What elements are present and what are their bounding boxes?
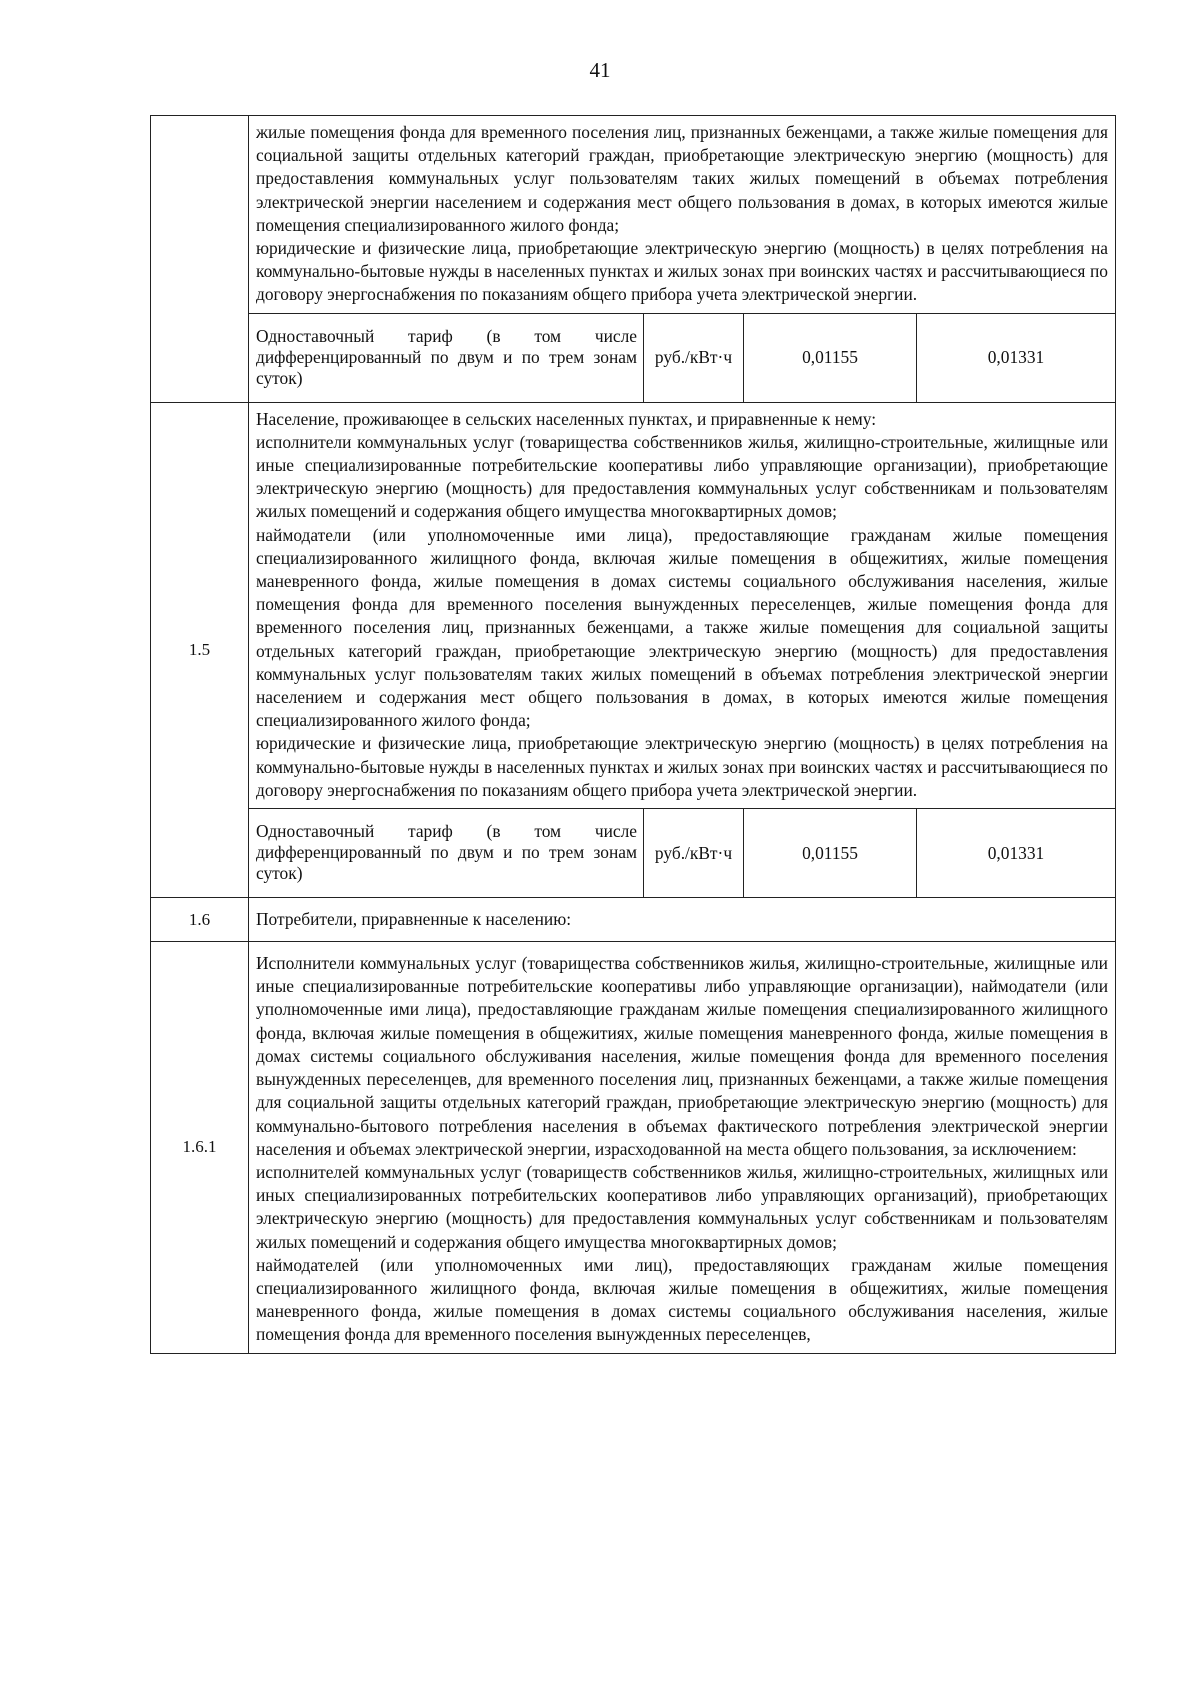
page-number: 41 bbox=[589, 58, 611, 82]
paragraph: юридические и физические лица, приобретающие электрическую энергию (мощность) в целях потребления на коммунально-бытовые нужды в населенных пунктах и жилых зонах при воинских частях и рассчитывающиеся по договору энергоснабжения по показаниям общего прибора учета электрической энергии. bbox=[256, 238, 1108, 305]
tariff-description: Одноставочный тариф (в том числе дифференцированный по двум и по трем зонам суток) bbox=[256, 325, 637, 388]
tariff-table bbox=[150, 115, 1116, 1354]
paragraph: Исполнители коммунальных услуг (товарищества собственников жилья, жилищно-строительные, жилищные или иные специализированные потребительские кооперативы либо управляющие организации), наймодатели (или уполномоченные ими лица), предоставляющие гражданам жилые помещения специализированного жилищного фонда, включая жилые помещения в общежитиях, жилые помещения маневренного фонда, жилые помещения в домах системы социального обслуживания населения, жилые помещения фонда для временного поселения вынужденных переселенцев, для временного поселения лиц, признанных беженцами, а также жилые помещения для социальной защиты отдельных категорий граждан, приобретающие электрическую энергию (мощность) для коммунально-бытового потребления населения в объемах фактического потребления электрической энергии населения и объемах электрической энергии, израсходованной на места общего пользования, за исключением: bbox=[256, 953, 1108, 1159]
tariff-unit: руб./кВт·ч bbox=[643, 314, 743, 402]
row-number: 1.6.1 bbox=[151, 942, 249, 1353]
row-number: 1.6 bbox=[151, 898, 249, 942]
paragraph: жилые помещения фонда для временного поселения лиц, признанных беженцами, а также жилые помещения для социальной защиты отдельных категорий граждан, приобретающие электрическую энергию (мощность) для предоставления коммунальных услуг пользователям таких жилых помещений в объемах потребления электрической энергии населением и содержания мест общего пользования в домах, в которых имеются жилые помещения специализированного жилого фонда; bbox=[256, 122, 1108, 235]
tariff-value-1: 0,01155 bbox=[743, 314, 916, 402]
row-text-block bbox=[249, 116, 1115, 313]
row-text-block bbox=[249, 942, 1115, 1352]
row-content bbox=[249, 942, 1116, 1353]
paragraph: наймодатели (или уполномоченные ими лица), предоставляющие гражданам жилые помещения специализированного жилищного фонда, включая жилые помещения в общежитиях, жилые помещения маневренного фонда, жилые помещения в домах системы социального обслуживания населения, жилые помещения фонда для временного поселения вынужденных переселенцев, жилые помещения фонда для временного поселения лиц, признанных беженцами, а также жилые помещения для социальной защиты отдельных категорий граждан, приобретающие электрическую энергию (мощность) для предоставления коммунальных услуг пользователям таких жилых помещений в объемах потребления электрической энергии населением и содержания мест общего пользования в домах, в которых имеются жилые помещения специализированного жилого фонда; bbox=[256, 524, 1108, 731]
row-number bbox=[151, 116, 249, 403]
row-number: 1.5 bbox=[151, 402, 249, 897]
paragraph: исполнителей коммунальных услуг (товариществ собственников жилья, жилищно-строительных, жилищных или иных специализированных потребительских кооперативов либо управляющих организаций), приобретающих электрическую энергию (мощность) для предоставления коммунальных услуг собственникам и пользователям жилых помещений и содержания общего имущества многоквартирных домов; bbox=[256, 1161, 1108, 1252]
table-row bbox=[151, 116, 1116, 403]
paragraph: юридические и физические лица, приобретающие электрическую энергию (мощность) в целях потребления на коммунально-бытовые нужды в населенных пунктах и жилых зонах при воинских частях и рассчитывающиеся по договору энергоснабжения по показаниям общего прибора учета электрической энергии. bbox=[256, 733, 1108, 800]
tariff-subrow bbox=[249, 808, 1115, 897]
row-content bbox=[249, 116, 1116, 403]
row-content bbox=[249, 402, 1116, 897]
tariff-value-2: 0,01331 bbox=[916, 314, 1115, 402]
paragraph: наймодателей (или уполномоченных ими лиц), предоставляющих гражданам жилые помещения специализированного жилищного фонда, включая жилые помещения в общежитиях, жилые помещения маневренного фонда, жилые помещения в домах системы социального обслуживания населения, жилые помещения фонда для временного поселения вынужденных переселенцев, bbox=[256, 1254, 1108, 1345]
tariff-description: Одноставочный тариф (в том числе дифференцированный по двум и по трем зонам суток) bbox=[256, 821, 637, 884]
table-row bbox=[151, 402, 1116, 897]
row-text: Потребители, приравненные к населению: bbox=[256, 909, 572, 930]
row-content bbox=[249, 898, 1116, 942]
tariff-subrow bbox=[249, 313, 1115, 402]
row-text-block bbox=[249, 403, 1115, 808]
table-row bbox=[151, 898, 1116, 942]
tariff-unit: руб./кВт·ч bbox=[643, 809, 743, 897]
tariff-value-2: 0,01331 bbox=[916, 809, 1115, 897]
table-row bbox=[151, 942, 1116, 1353]
tariff-value-1: 0,01155 bbox=[743, 809, 916, 897]
paragraph: Население, проживающее в сельских населенных пунктах, и приравненные к нему: bbox=[256, 408, 877, 429]
paragraph: исполнители коммунальных услуг (товарищества собственников жилья, жилищно-строительные, жилищные или иные специализированные потребительские кооперативы либо управляющие организации), приобретающие электрическую энергию (мощность) для предоставления коммунальных услуг собственникам и пользователям жилых помещений и содержания общего имущества многоквартирных домов; bbox=[256, 431, 1108, 522]
